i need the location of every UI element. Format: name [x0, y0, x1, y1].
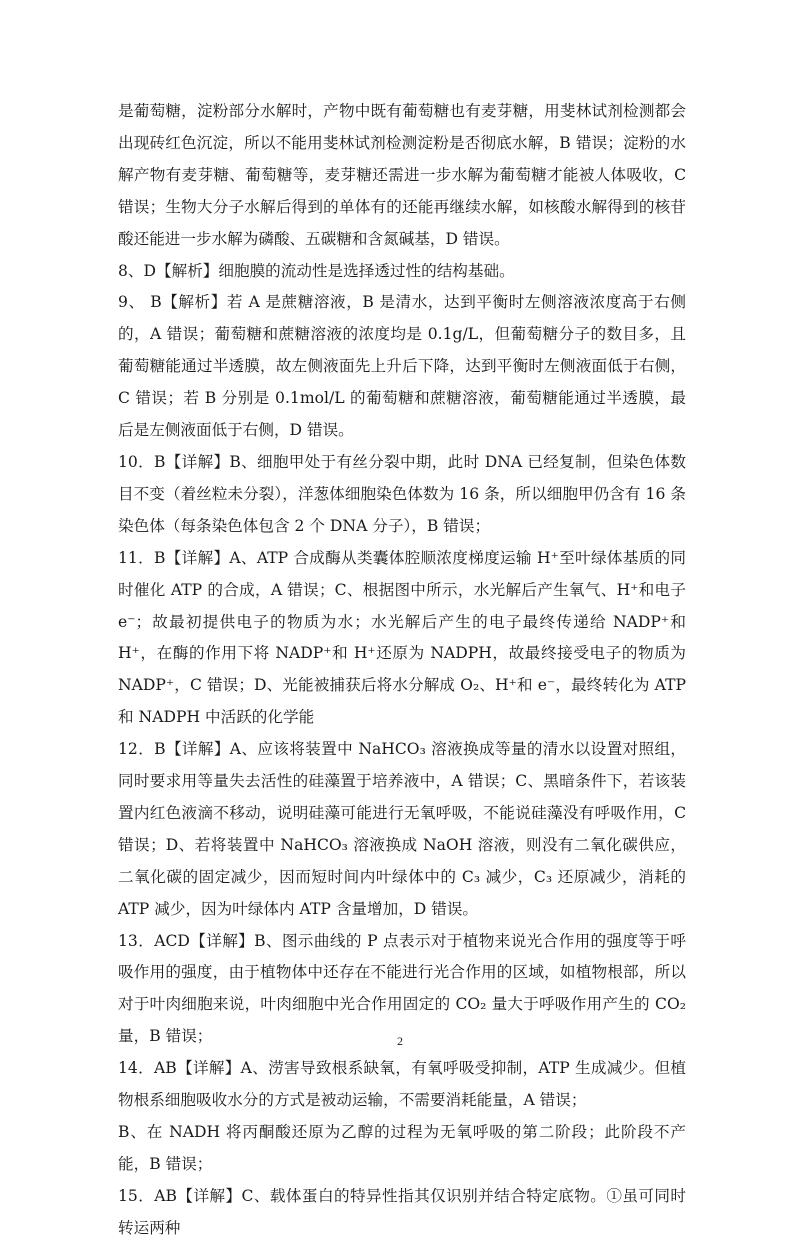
paragraph-15: 15．AB【详解】C、载体蛋白的特异性指其仅识别并结合特定底物。①虽可同时转运两种 — [118, 1186, 686, 1237]
paragraph-9: 9、 B【解析】若 A 是蔗糖溶液，B 是清水，达到平衡时左侧溶液浓度高于右侧的，A 错误；葡萄糖和蔗糖溶液的浓度均是 0.1g/L，但葡萄糖分子的数目多，且葡萄糖能通过半透膜，故左侧液面先上升后下降，达到平衡时左侧液面低于右侧，C 错误；若 B 分别是 0.1mol/L 的葡萄糖和蔗糖溶液，葡萄糖能通过半透膜，最后是左侧液面低于右侧，D 错误。 — [118, 293, 686, 440]
paragraph-14-continued: B、在 NADH 将丙酮酸还原为乙醇的过程为无氧呼吸的第二阶段；此阶段不产能，B 错误； — [118, 1123, 686, 1173]
paragraph-11: 11．B【详解】A、ATP 合成酶从类囊体腔顺浓度梯度运输 H⁺至叶绿体基质的同时催化 ATP 的合成，A 错误；C、根据图中所示，水光解后产生氧气、H⁺和电子 e⁻；故最初提供电子的物质为水；水光解后产生的电子最终传递给 NADP⁺和 H⁺，在酶的作用下将 NADP⁺和 H⁺还原为 NADPH，故最终接受电子的物质为 NADP⁺，C 错误；D、光能被捕获后将水分解成 O₂、H⁺和 e⁻，最终转化为 ATP 和 NADPH 中活跃的化学能 — [118, 548, 686, 727]
paragraph-14: 14．AB【详解】A、涝害导致根系缺氧，有氧呼吸受抑制，ATP 生成减少。但植物根系细胞吸收水分的方式是被动运输，不需要消耗能量，A 错误； — [118, 1059, 686, 1110]
paragraph-10: 10．B【详解】B、细胞甲处于有丝分裂中期，此时 DNA 已经复制，但染色体数目不变（着丝粒未分裂），洋葱体细胞染色体数为 16 条，所以细胞甲仍含有 16 条染色体（每条染色体包含 2 个 DNA 分子），B 错误； — [118, 452, 686, 535]
page-number: 2 — [397, 1034, 403, 1048]
paragraph-12: 12．B【详解】A、应该将装置中 NaHCO₃ 溶液换成等量的清水以设置对照组，同时要求用等量失去活性的硅藻置于培养液中，A 错误；C、黑暗条件下，若该装置内红色液滴不移动，说明硅藻可能进行无氧呼吸，不能说硅藻没有呼吸作用，C 错误；D、若将装置中 NaHCO₃ 溶液换成 NaOH 溶液，则没有二氧化碳供应，二氧化碳的固定减少，因而短时间内叶绿体中的 C₃ 减少，C₃ 还原减少，消耗的 ATP 减少，因为叶绿体内 ATP 含量增加，D 错误。 — [118, 740, 686, 918]
paragraph-13: 13．ACD【详解】B、图示曲线的 P 点表示对于植物来说光合作用的强度等于呼吸作用的强度，由于植物体中还存在不能进行光合作用的区域，如植物根部，所以对于叶肉细胞来说，叶肉细胞中光合作用固定的 CO₂ 量大于呼吸作用产生的 CO₂ 量，B 错误； — [118, 931, 686, 1046]
paragraph-7-continued: 是葡萄糖，淀粉部分水解时，产物中既有葡萄糖也有麦芽糖，用斐林试剂检测都会出现砖红色沉淀，所以不能用斐林试剂检测淀粉是否彻底水解，B 错误；淀粉的水解产物有麦芽糖、葡萄糖等，麦芽糖还需进一步水解为葡萄糖才能被人体吸收，C 错误；生物大分子水解后得到的单体有的还能再继续水解，如核酸水解得到的核苷酸还能进一步水解为磷酸、五碳糖和含氮碱基，D 错误。 — [118, 102, 686, 248]
paragraph-8: 8、D【解析】细胞膜的流动性是选择透过性的结构基础。 — [118, 261, 515, 280]
answer-text — [118, 96, 686, 1245]
